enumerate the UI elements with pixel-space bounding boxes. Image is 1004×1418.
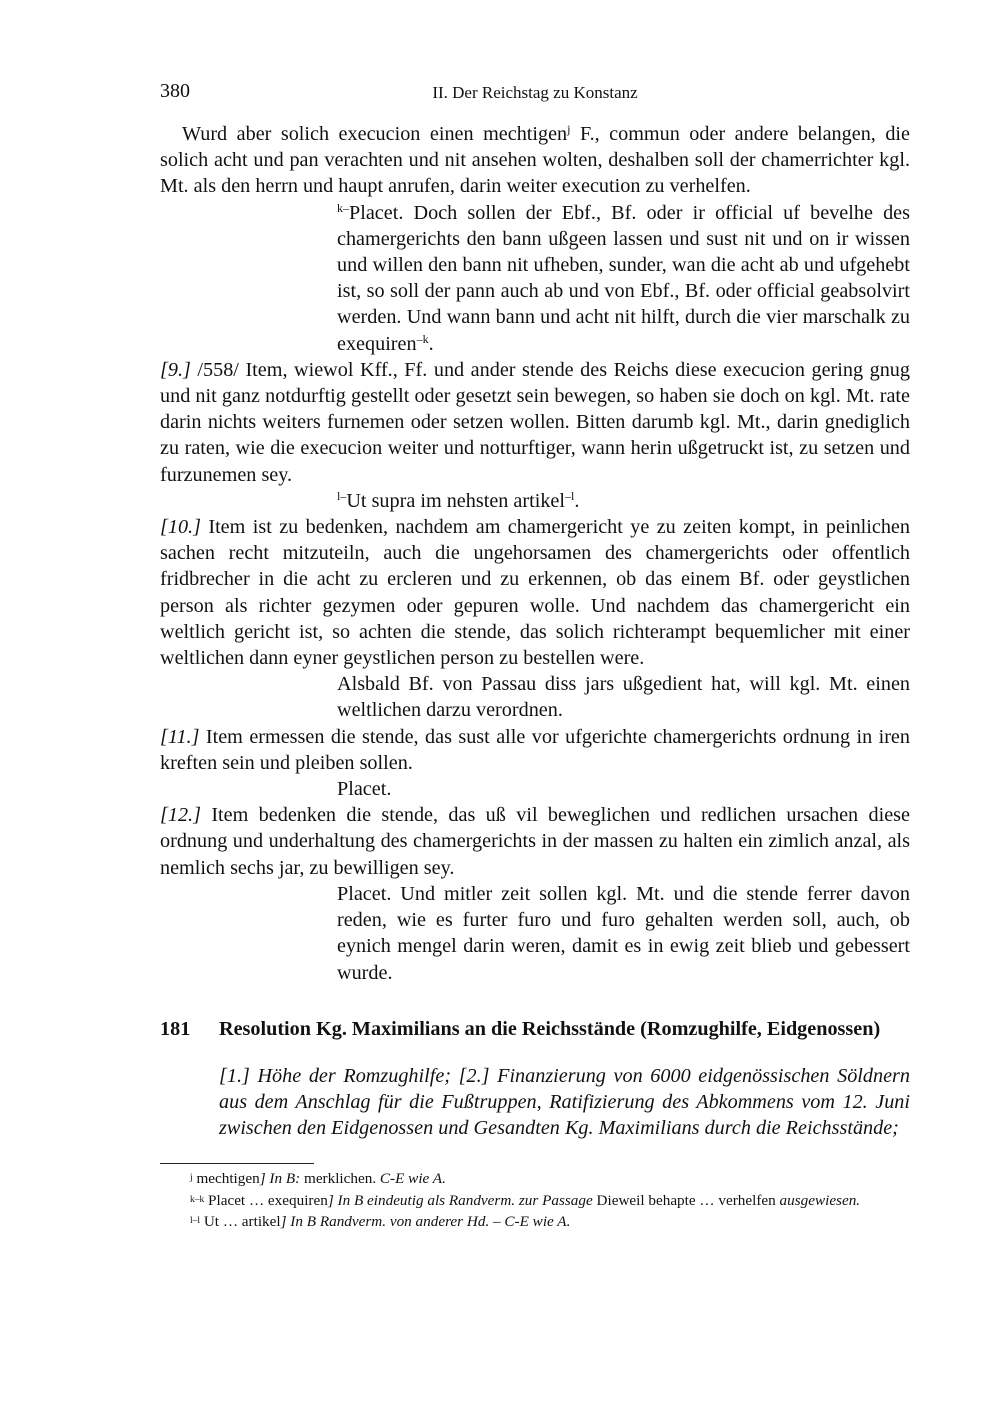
footnote-lemma: mechtigen bbox=[192, 1170, 260, 1187]
footnote-l bbox=[160, 1211, 910, 1233]
footnote-lemma: Ut … artikel bbox=[200, 1213, 281, 1230]
footnote-variant: Dieweil behapte … verhelfen bbox=[592, 1191, 776, 1209]
page-number: 380 bbox=[160, 80, 190, 102]
footnote-marker-k-open[interactable]: k– bbox=[337, 200, 349, 215]
text-run: . bbox=[574, 489, 580, 512]
footnote-lemma: Placet … exequiren bbox=[204, 1191, 328, 1209]
page-reference: /558/ bbox=[197, 358, 239, 381]
text-run: . bbox=[428, 332, 434, 355]
footnote-marker-k-close[interactable]: –k bbox=[416, 331, 429, 346]
footnote-note: ausgewiesen. bbox=[775, 1191, 861, 1209]
text-run: Item ist zu bedenken, nachdem am chamergericht ye zu zeiten kompt, in peinlichen sachen recht mitzuteiln, auch die ungehorsamen des chamergerichts oder offentlich fridbrecher in die acht zu ercleren und zu erkennen, ob das einem Bf. oder geystlichen person als richter gezymen oder gepuren wolle. Und nachdem das chamergericht ein weltlich gericht ist, so achten die stende, das solich richterampt bequemlicher mit einer weltlichen dann eyner geystlichen person zu bestellen were. bbox=[160, 516, 910, 670]
footnote-marker-j[interactable]: j bbox=[567, 122, 571, 136]
footnote-marker-l-close[interactable]: –l bbox=[565, 488, 575, 503]
response-article-10: Alsbald Bf. von Passau diss jars ußgedient hat, will kgl. Mt. einen weltlichen darzu verordnen. bbox=[337, 673, 910, 722]
text-run: Item ermessen die stende, das sust alle vor ufgerichte chamergerichts ordnung in iren kreften sein und pleiben sollen. bbox=[160, 725, 910, 774]
footnote-mark: j bbox=[190, 1173, 193, 1183]
footnote-mark: k–k bbox=[190, 1194, 205, 1205]
text-run: F., commun oder andere belangen, die solich acht und pan verachten und nit ansehen wolten, deshalben soll der chamerrichter kgl. Mt. als den herrn und haupt anrufen, darin weiter execution zu verhelfen. bbox=[160, 123, 910, 198]
response-article-9 bbox=[337, 488, 910, 514]
document-summary: [1.] Höhe der Romzughilfe; [2.] Finanzierung von 6000 eidgenössischen Söldnern aus dem Anschlag für die Fußtruppen, Ratifizierung des Abkommens vom 12. Juni zwischen den Eidgenossen und Gesandten Kg. Maximilians durch die Reichsstände; bbox=[219, 1065, 910, 1140]
main-text bbox=[160, 121, 910, 986]
text-run: Placet. Doch sollen der Ebf., Bf. oder ir official uf bevelhe des chamergerichts den bann ußgeen lassen und sust nit und on ir wissen und willen den bann nit ufheben, sunder, wan die acht ab und ufgehebt ist, so soll der pann auch ab und von Ebf., Bf. oder official geabsolvirt werden. Und wann bann und acht nit hilft, durch die vier marschalk zu exequiren bbox=[337, 201, 910, 355]
article-10 bbox=[160, 514, 910, 671]
footnote-k bbox=[160, 1190, 910, 1212]
response-article-12: Placet. Und mitler zeit sollen kgl. Mt. und die stende ferrer davon reden, wie es furter furo und furo gehalten werden soll, auch, ob eynich mengel darin weren, damit es in ewig zeit blieb und gebessert wurde. bbox=[337, 882, 910, 984]
article-number: [9.] bbox=[160, 358, 191, 381]
text-run: Wurd aber solich execucion einen mechtigen bbox=[182, 123, 568, 145]
article-11 bbox=[160, 724, 910, 776]
paragraph-execution bbox=[160, 121, 910, 200]
footnotes bbox=[160, 1168, 910, 1233]
response-placet-bann bbox=[337, 200, 910, 357]
footnote-j bbox=[160, 1168, 910, 1190]
footnote-variant: merklichen. bbox=[300, 1170, 377, 1187]
footnote-note: C-E wie A. bbox=[376, 1170, 446, 1187]
article-12 bbox=[160, 802, 910, 881]
response-article-11: Placet. bbox=[337, 778, 392, 801]
footnote-mark: l–l bbox=[190, 1216, 201, 1226]
footnote-marker-l-open[interactable]: l– bbox=[337, 488, 347, 503]
article-number: [10.] bbox=[160, 516, 201, 539]
document-number: 181 bbox=[160, 1018, 191, 1040]
text-run: Item, wiewol Kff., Ff. und ander stende des Reichs diese execucion gering gnug und nit ganz notdurftig gestellt oder gesetzt sein bewegen, so haben sie doch on kgl. Mt. rate darin nichts weiters furnemen oder setzen wollen. Bitten darumb kgl. Mt., darin gnediglich zu raten, wie die execucion weiter und notturftiger, wann herin ußgetruckt ist, zu setzen und furzunemen sey. bbox=[160, 358, 910, 486]
document-title: Resolution Kg. Maximilians an die Reichsstände (Romzughilfe, Eidgenossen) bbox=[219, 1018, 881, 1040]
footnote-note: ] In B Randverm. von anderer Hd. – C-E wie A. bbox=[280, 1213, 571, 1230]
article-9 bbox=[160, 357, 910, 488]
footnote-note: ] In B: bbox=[259, 1170, 301, 1187]
footnote-note: ] In B eindeutig als Randverm. zur Passage bbox=[327, 1191, 593, 1209]
page-header bbox=[160, 80, 910, 108]
footnote-divider bbox=[160, 1163, 314, 1164]
article-number: [11.] bbox=[160, 725, 200, 748]
running-title: II. Der Reichstag zu Konstanz bbox=[432, 83, 638, 102]
article-number: [12.] bbox=[160, 804, 201, 827]
text-run: Item bedenken die stende, das uß vil beweglichen und redlichen ursachen diese ordnung und underhaltung des chamergerichts in der massen zu halten ein zimlich anzal, als nemlich sechs jar, zu bewilligen sey. bbox=[160, 804, 910, 879]
text-run: Ut supra im nehsten artikel bbox=[346, 489, 565, 512]
